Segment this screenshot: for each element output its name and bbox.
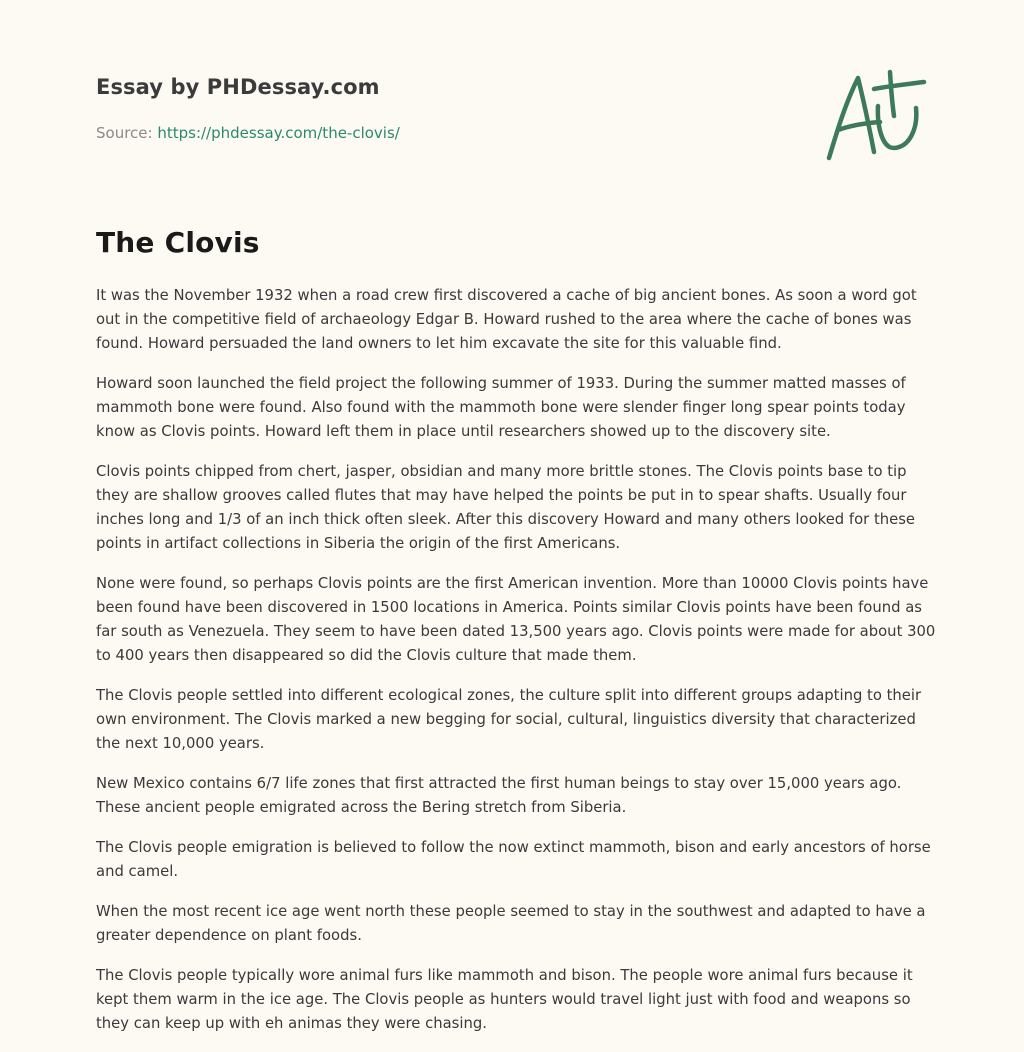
essay-paragraph: Clovis points chipped from chert, jasper, obsidian and many more brittle stones. The Clovis points base to tip they are shallow grooves called flutes that may have helped the points be put in to spear shafts. Usually four inches long and 1/3 of an inch thick often sleek. After this discovery Howard and many others looked for these points in artifact collections in Siberia the origin of the first Americans. <box>96 463 916 552</box>
essay-title: The Clovis <box>96 226 260 259</box>
essay-paragraph: The Clovis people emigration is believed to follow the now extinct mammoth, bison and early ancestors of horse and camel. <box>96 839 931 880</box>
essay-paragraph: The Clovis people typically wore animal furs like mammoth and bison. The people wore animal furs because it kept them warm in the ice age. The Clovis people as hunters would travel light just with food and weapons so they can keep up with eh animas they were chasing. <box>96 967 913 1032</box>
a-plus-logo-icon <box>824 68 928 166</box>
source-line <box>96 124 400 142</box>
essay-paragraph: It was the November 1932 when a road crew first discovered a cache of big ancient bones. As soon a word got out in the competitive field of archaeology Edgar B. Howard rushed to the area where the cache of bones was found. Howard persuaded the land owners to let him excavate the site for this valuable find. <box>96 287 917 352</box>
source-link[interactable]: https://phdessay.com/the-clovis/ <box>157 124 400 142</box>
essay-paragraph: Howard soon launched the field project the following summer of 1933. During the summer matted masses of mammoth bone were found. Also found with the mammoth bone were slender finger long spear points today know as Clovis points. Howard left them in place until researchers showed up to the discovery site. <box>96 375 906 440</box>
essay-page <box>96 0 936 1032</box>
page-header <box>96 0 928 200</box>
source-label: Source: <box>96 124 158 142</box>
essay-paragraph: None were found, so perhaps Clovis points are the first American invention. More than 10000 Clovis points have been found have been discovered in 1500 locations in America. Points similar Clovis points have been found as far south as Venezuela. They seem to have been dated 13,500 years ago. Clovis points were made for about 300 to 400 years then disappeared so did the Clovis culture that made them. <box>96 575 936 664</box>
essay-paragraph: New Mexico contains 6/7 life zones that first attracted the first human beings to stay over 15,000 years ago. These ancient people emigrated across the Bering stretch from Siberia. <box>96 775 902 816</box>
site-title: Essay by PHDessay.com <box>96 75 380 99</box>
essay-paragraph: The Clovis people settled into different ecological zones, the culture split into different groups adapting to their own environment. The Clovis marked a new begging for social, cultural, linguistics diversity that characterized the next 10,000 years. <box>96 687 922 752</box>
essay-body <box>96 284 936 1052</box>
essay-paragraph: When the most recent ice age went north these people seemed to stay in the southwest and adapted to have a greater dependence on plant foods. <box>96 903 926 944</box>
